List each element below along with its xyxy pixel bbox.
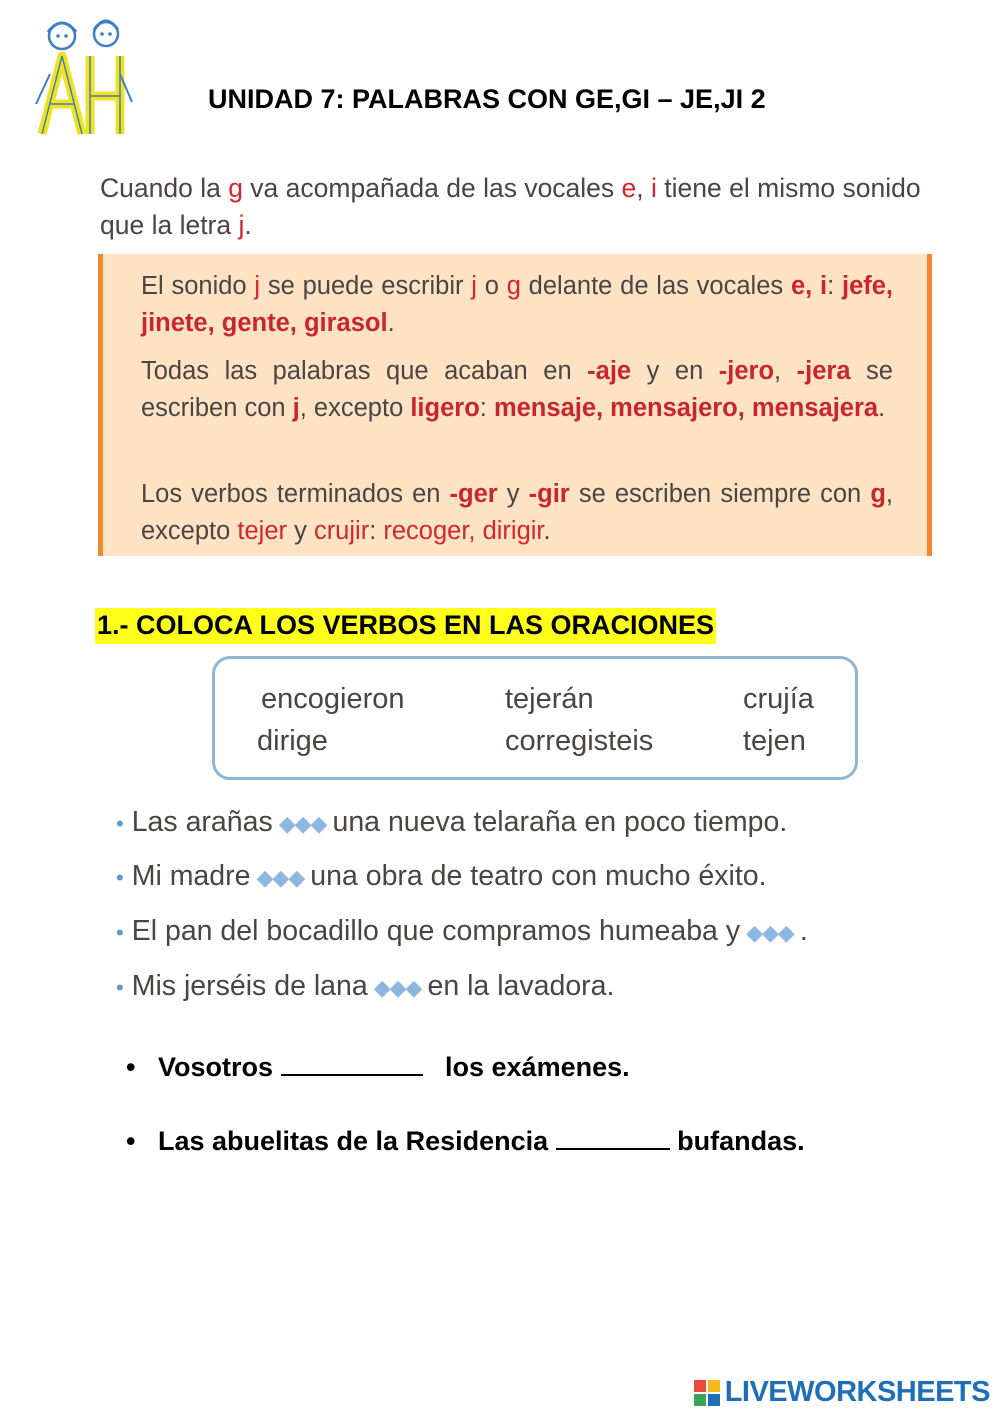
letter-i: i (651, 173, 657, 203)
gap-diamonds-icon: ◆◆◆ (256, 865, 305, 890)
rule-highlight: j (292, 394, 300, 422)
sentence-4 (116, 970, 614, 1003)
fill-text: bufandas. (677, 1126, 805, 1156)
kids-logo-icon (32, 12, 136, 142)
bullet-icon: • (116, 865, 124, 890)
rule-text: : (369, 517, 384, 545)
rule-highlight: g (870, 480, 886, 508)
intro-text (100, 170, 940, 244)
rule-highlight: -ger (449, 480, 498, 508)
rule-text: se puede escribir (260, 272, 472, 300)
intro-part: . (244, 210, 252, 240)
rule-text: : (479, 394, 494, 422)
rule-text: se escriben con (141, 357, 893, 422)
rule-highlight: -jero (718, 357, 775, 385)
rule-examples: recoger, dirigir (383, 517, 544, 545)
sentence-text: Mis jerséis de lana (131, 970, 368, 1002)
letter-e: e (621, 173, 637, 203)
bullet-icon: • (126, 1052, 136, 1082)
gap-diamonds-icon: ◆◆◆ (746, 920, 794, 945)
gap-diamonds-icon: ◆◆◆ (373, 975, 422, 1000)
sentence-text: . (799, 915, 808, 947)
word-item: tejerán (505, 683, 594, 715)
intro-part: va acompañada de las vocales (242, 173, 622, 203)
rule-text: y en (631, 357, 719, 385)
rule-text: delante de las vocales (520, 272, 791, 300)
word-item: crujía (743, 683, 814, 715)
brand-logo-icon (694, 1380, 720, 1406)
rule-3 (141, 476, 893, 550)
rule-text: , excepto (141, 480, 893, 545)
rule-text: , (774, 357, 797, 385)
word-item: encogieron (261, 683, 405, 715)
rule-highlight: j (471, 272, 477, 300)
rule-text: . (387, 309, 395, 337)
fill-sentence-2 (126, 1126, 805, 1157)
bullet-icon: • (116, 975, 124, 1000)
letter-j: j (238, 210, 245, 240)
sentence-2 (116, 860, 767, 893)
rule-highlight: ligero (410, 394, 480, 422)
brand-text: LIVEWORKSHEETS (724, 1376, 990, 1408)
liveworksheets-brand (694, 1376, 990, 1408)
rule-highlight: -aje (587, 357, 632, 385)
exercise-heading: 1.- COLOCA LOS VERBOS EN LAS ORACIONES (95, 608, 716, 644)
sentence-text: El pan del bocadillo que compramos humeaba y (131, 915, 741, 947)
rule-highlight: -gir (528, 480, 570, 508)
rule-text: . (543, 517, 551, 545)
word-item: dirige (257, 725, 328, 757)
fill-text: los exámenes. (445, 1052, 630, 1082)
sentence-1 (116, 806, 787, 839)
rule-highlight: g (506, 272, 521, 300)
rule-highlight: crujir (313, 517, 370, 545)
rule-text: El sonido (141, 272, 255, 300)
page-title: UNIDAD 7: PALABRAS CON GE,GI – JE,JI 2 (208, 84, 766, 114)
rule-text: y (287, 517, 314, 545)
gap-diamonds-icon: ◆◆◆ (278, 811, 327, 836)
rule-text: Todas las palabras que acaban en (141, 357, 588, 385)
answer-blank[interactable] (281, 1074, 423, 1076)
intro-part: tiene el mismo sonido que la letra (100, 173, 921, 240)
rule-text: se escriben siempre con (569, 480, 871, 508)
word-item: corregisteis (505, 725, 654, 757)
rule-text: y (497, 480, 529, 508)
fill-sentence-1 (126, 1052, 630, 1083)
sentence-text: en la lavadora. (427, 970, 615, 1002)
rule-1 (141, 268, 893, 342)
rule-text: Los verbos terminados en (141, 480, 450, 508)
intro-part: Cuando la (100, 173, 229, 203)
word-bank (212, 656, 858, 780)
rule-examples: mensaje, mensajero, mensajera (493, 394, 879, 422)
rule-text: . (878, 394, 886, 422)
fill-text: Vosotros (157, 1052, 273, 1082)
rule-highlight: tejer (237, 517, 288, 545)
rules-box (98, 254, 932, 556)
sentence-text: una nueva telaraña en poco tiempo. (332, 806, 788, 838)
rule-highlight: e, i (790, 272, 828, 300)
letter-g: g (228, 173, 243, 203)
rule-text: , excepto (299, 394, 411, 422)
word-item: tejen (743, 725, 806, 757)
fill-text: Las abuelitas de la Residencia (157, 1126, 549, 1156)
rule-highlight: j (254, 272, 261, 300)
bullet-icon: • (116, 920, 124, 945)
answer-blank[interactable] (556, 1148, 670, 1150)
bullet-icon: • (126, 1126, 136, 1156)
sentence-text: una obra de teatro con mucho éxito. (310, 860, 767, 892)
sentence-text: Mi madre (131, 860, 251, 892)
intro-part: , (636, 173, 644, 203)
sentence-text: Las arañas (131, 806, 273, 838)
rule-2 (141, 353, 893, 427)
rule-examples: jefe, jinete, gente, girasol (141, 272, 894, 337)
rule-text: o (476, 272, 507, 300)
bullet-icon: • (116, 811, 124, 836)
rule-text: : (827, 272, 842, 300)
sentence-3 (116, 915, 808, 948)
rule-highlight: -jera (796, 357, 851, 385)
